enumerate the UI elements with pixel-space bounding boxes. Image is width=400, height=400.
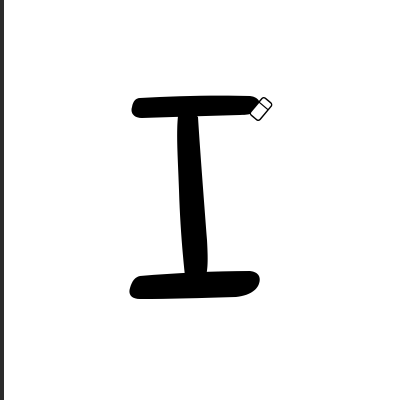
letter-i-stem-stroke: [177, 114, 208, 278]
drawing-canvas[interactable]: [4, 0, 400, 400]
canvas-svg: [4, 0, 400, 400]
letter-i-top-stroke: [131, 96, 259, 118]
letter-i-bottom-stroke: [129, 271, 259, 299]
